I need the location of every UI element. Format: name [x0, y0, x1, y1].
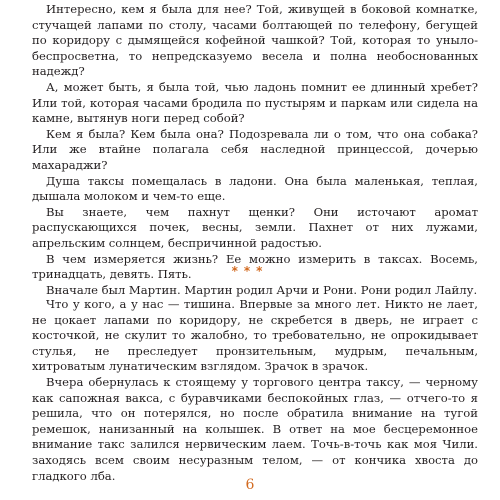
- paragraph: Что у кого, а у нас — тишина. Впервые за много лет. Никто не лает, не цокает лапами по коридору, не скребется в дверь, не играет с косточкой, не скулит то жалобно, то требовательно, не опрокидывает стулья, не преследует пронзительным, мудрым, печальным, хитроватым лунатическим взглядом. Зрачок в зрачок.: [32, 297, 478, 374]
- paragraph: Интересно, кем я была для нее? Той, живущей в боковой комнатке, стучащей лапами по столу, часами болтающей по телефону, бегущей по коридору с дымящейся кофейной чашкой? Той, которая то уныло-беспросветна, то непредсказуемо весела и полна необоснованных надежд?: [32, 2, 478, 79]
- text-block-bottom: [32, 297, 478, 484]
- book-page: [20, 0, 480, 500]
- paragraph: Вчера обернулась к стоящему у торгового центра таксу, — черному как сапожная вакса, с буравчиками беспокойных глаз, — отчего-то я решила, что он потерялся, но после обратила внимание на тугой ремешок, нанизанный на колышек. В ответ на мое бесцеремонное внимание такс залился нервическим лаем. Точь-в-точь как моя Чили. заходясь всем своим несуразным телом, — от кончика хвоста до гладкого лба.: [32, 374, 478, 483]
- page-number: 6: [245, 477, 255, 493]
- paragraph: Вначале был Мартин. Мартин родил Арчи и Рони. Рони родил Лайлу.: [46, 282, 478, 297]
- paragraph: А, может быть, я была той, чью ладонь помнит ее длинный хребет? Или той, которая часами бродила по пустырям и паркам или сидела на камне, вытянув ноги перед собой?: [32, 79, 478, 126]
- section-separator: ***: [231, 264, 269, 278]
- text-block-top: [32, 2, 478, 298]
- paragraph: Душа таксы помещалась в ладони. Она была маленькая, теплая, дышала молоком и чем-то еще.: [32, 173, 478, 204]
- paragraph: Вы знаете, чем пахнут щенки? Они источают аромат распускающихся почек, весны, земли. Пахнет от них лужами, апрельским солнцем, беспричинной радостью.: [32, 204, 478, 250]
- paragraph: В чем измеряется жизнь? Ее можно измерить в таксах. Восемь, тринадцать, девять. Пять.: [32, 251, 478, 282]
- paragraph: Кем я была? Кем была она? Подозревала ли о том, что она собака? Или же втайне полагала себя наследной принцессой, дочерью махараджи?: [32, 126, 478, 172]
